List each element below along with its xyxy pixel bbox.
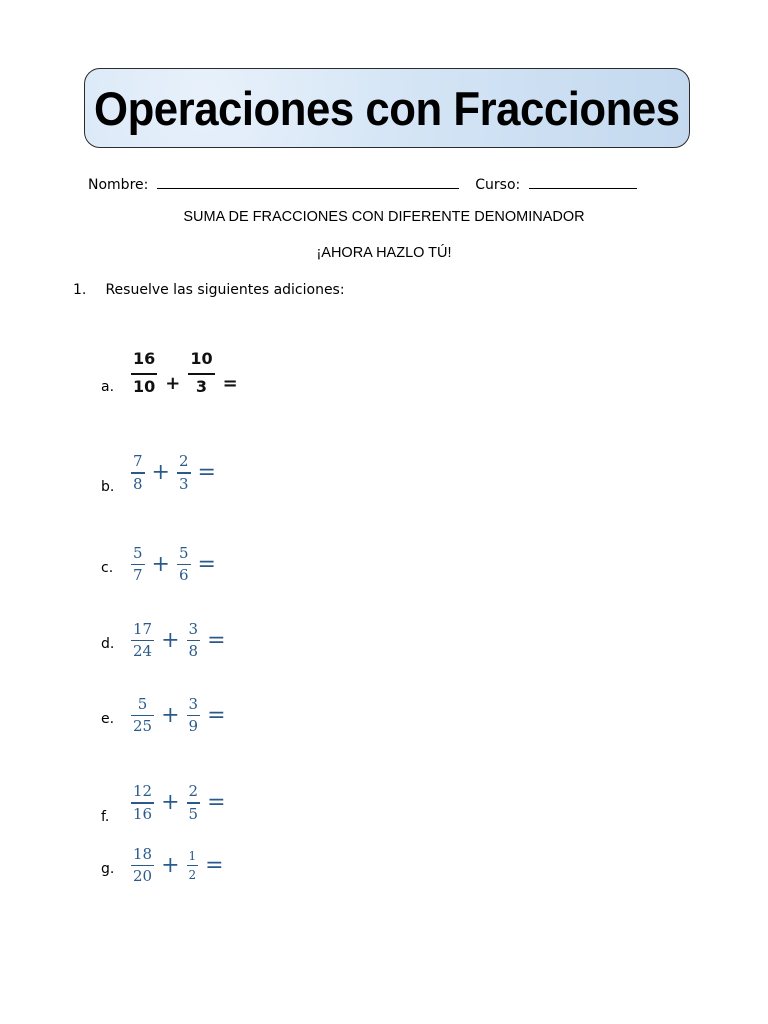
numerator: 2 <box>178 452 189 471</box>
exercise-letter: c. <box>101 559 114 576</box>
exercise-f <box>101 781 229 825</box>
exercise-g <box>101 847 227 884</box>
exercise-e <box>101 697 229 734</box>
course-blank[interactable] <box>529 176 637 189</box>
expression <box>131 847 227 884</box>
plus-sign: + <box>161 852 180 878</box>
numerator: 10 <box>190 349 213 369</box>
page-title: Operaciones con Fracciones <box>94 81 680 135</box>
equals-sign: = <box>197 459 216 485</box>
name-course-row <box>88 176 637 193</box>
plus-sign: + <box>161 702 180 728</box>
denominator: 20 <box>133 867 153 886</box>
fraction-1 <box>131 784 154 821</box>
section-title: SUMA DE FRACCIONES CON DIFERENTE DENOMINADOR <box>183 209 585 225</box>
name-label: Nombre: <box>88 177 149 193</box>
fraction-2 <box>177 546 191 583</box>
course-label: Curso: <box>475 177 521 193</box>
denominator: 3 <box>178 474 189 493</box>
denominator: 10 <box>133 376 156 396</box>
exercise-a <box>101 351 242 395</box>
denominator: 25 <box>133 717 153 736</box>
exercise-letter: d. <box>101 635 115 652</box>
fraction-1 <box>131 454 145 491</box>
denominator: 6 <box>178 566 189 585</box>
exercise-letter: a. <box>101 379 115 395</box>
denominator: 2 <box>188 868 197 883</box>
exercise-b <box>101 451 219 495</box>
exercise-c <box>101 546 219 583</box>
denominator: 5 <box>188 804 199 823</box>
numerator: 12 <box>133 782 153 801</box>
equals-sign: = <box>207 789 226 815</box>
plus-sign: + <box>165 373 181 395</box>
fraction-2 <box>188 351 214 394</box>
numerator: 3 <box>188 695 199 713</box>
instruction <box>73 282 345 298</box>
denominator: 16 <box>133 804 153 823</box>
title-banner <box>84 68 690 148</box>
instruction-number: 1. <box>73 282 87 298</box>
fraction-2 <box>187 784 201 821</box>
instruction-text: Resuelve las siguientes adiciones: <box>105 282 345 298</box>
exercise-letter: g. <box>101 860 115 877</box>
fraction-2 <box>187 697 201 734</box>
numerator: 5 <box>178 544 189 562</box>
numerator: 5 <box>133 544 143 562</box>
fraction-2 <box>177 454 191 491</box>
fraction-1 <box>131 546 145 583</box>
exercise-letter: e. <box>101 710 115 727</box>
fraction-2 <box>187 850 199 881</box>
equals-sign: = <box>205 852 224 878</box>
numerator: 16 <box>133 349 156 369</box>
numerator: 5 <box>137 695 148 713</box>
expression <box>131 454 219 491</box>
plus-sign: + <box>161 627 180 653</box>
denominator: 24 <box>133 642 153 661</box>
expression <box>131 784 229 821</box>
numerator: 18 <box>133 845 153 863</box>
denominator: 3 <box>195 376 208 396</box>
name-blank[interactable] <box>157 176 459 189</box>
fraction-2 <box>187 622 201 659</box>
plus-sign: + <box>151 459 170 485</box>
equals-sign: = <box>197 551 216 577</box>
expression <box>131 697 229 734</box>
equals-sign: = <box>222 373 238 395</box>
exercise-letter: f. <box>101 809 110 825</box>
fraction-1 <box>131 622 154 659</box>
denominator: 8 <box>188 642 199 661</box>
exercise-d <box>101 622 229 659</box>
numerator: 17 <box>133 620 153 638</box>
exercise-letter: b. <box>101 479 115 495</box>
expression <box>131 622 229 659</box>
numerator: 1 <box>188 849 197 863</box>
plus-sign: + <box>151 551 170 577</box>
subtitle: ¡AHORA HAZLO TÚ! <box>316 245 452 261</box>
expression <box>131 351 242 394</box>
denominator: 7 <box>133 566 143 585</box>
equals-sign: = <box>207 627 226 653</box>
fraction-1 <box>131 351 157 394</box>
denominator: 8 <box>133 474 143 493</box>
fraction-1 <box>131 847 154 884</box>
fraction-1 <box>131 697 154 734</box>
plus-sign: + <box>161 789 180 815</box>
equals-sign: = <box>207 702 226 728</box>
numerator: 7 <box>133 452 143 471</box>
expression <box>131 546 219 583</box>
numerator: 3 <box>188 620 199 638</box>
denominator: 9 <box>188 717 199 736</box>
numerator: 2 <box>188 782 199 801</box>
